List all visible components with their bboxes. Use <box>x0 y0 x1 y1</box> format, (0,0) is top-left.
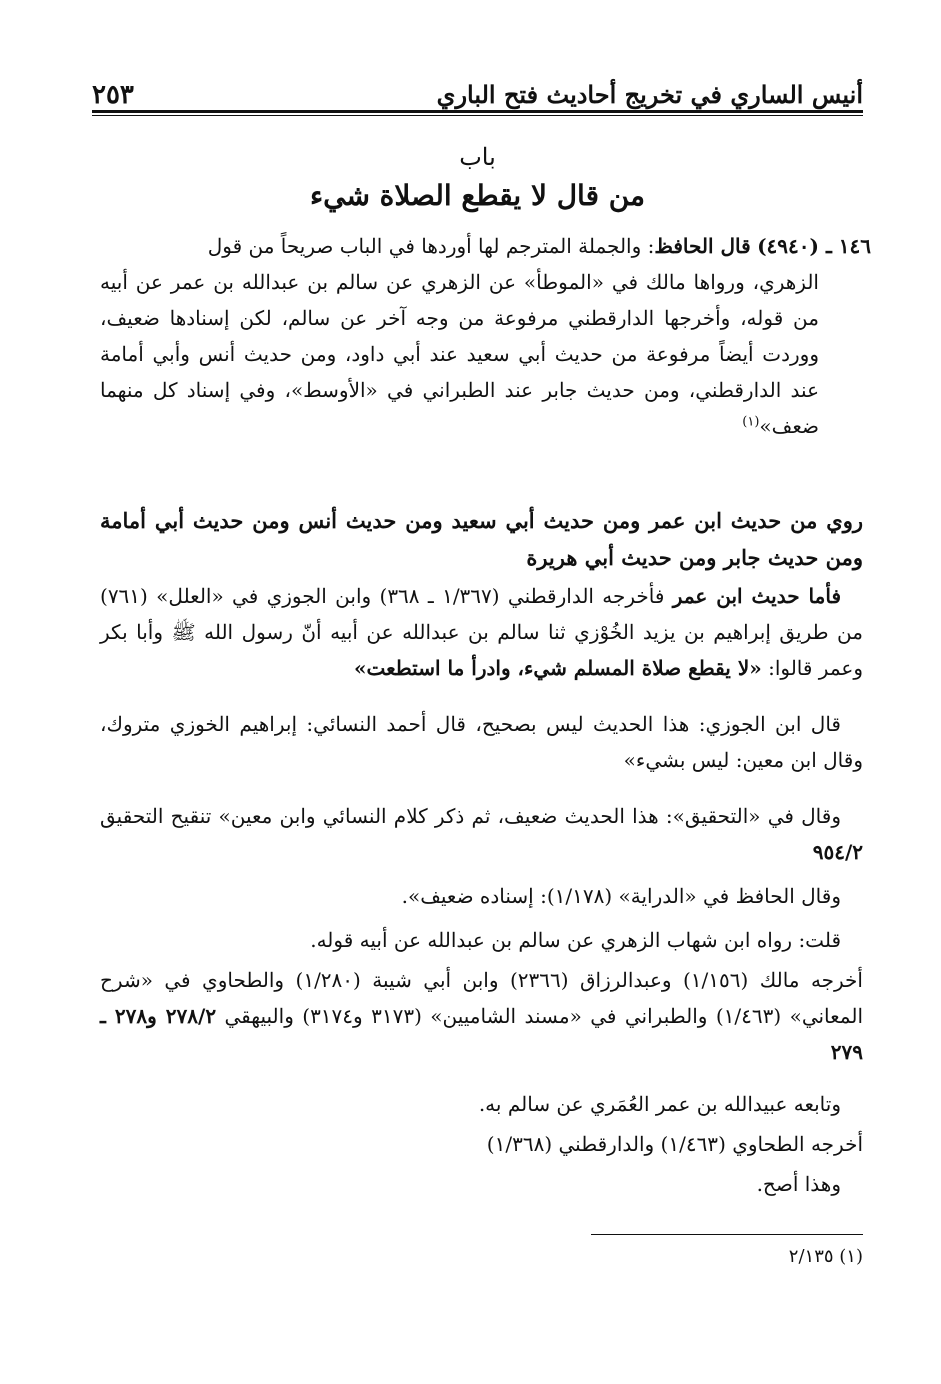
paragraph-mutabaah: وتابعه عبيدالله بن عمر العُمَري عن سالم به. <box>478 1092 841 1116</box>
reference: ٩٥٤/٢ <box>812 840 863 864</box>
paragraph-conclusion: وهذا أصح. <box>756 1172 841 1196</box>
paragraph-text: فأخرجه الدارقطني (١/٣٦٧ ـ ٣٦٨) وابن الجوزي في «العلل» (٧٦١) من طريق إبراهيم بن يزيد الخُوْزي ثنا سالم بن عبدالله عن أبيه أنّ رسول الله ﷺ وأبا بكر وعمر قالوا: <box>100 584 863 680</box>
paragraph-text: وقال في «التحقيق»: هذا الحديث ضعيف، ثم ذكر كلام النسائي وابن معين» تنقيح التحقيق <box>100 804 841 828</box>
paragraph-ibn-umar <box>100 578 863 686</box>
entry-speaker: قال الحافظ <box>654 234 751 258</box>
running-head <box>92 66 863 110</box>
entry-body <box>100 264 871 444</box>
paragraph-text: أخرجه مالك (١/١٥٦) وعبدالرزاق (٢٣٦٦) وابن أبي شيبة (١/٢٨٠) والطحاوي في «شرح المعاني» (١/٤٦٣) والطبراني في «مسند الشاميين» (٣١٧٣ و٣١٧٤) والبيهقي <box>100 968 864 1028</box>
chapter-heading <box>92 140 863 218</box>
entry-number: ١٤٦ ـ (٤٩٤٠) <box>757 234 871 258</box>
page-number: ٢٥٣ <box>92 80 134 110</box>
hadith-quote: «لا يقطع صلاة المسلم شيء، وادرأ ما استطعت» <box>353 656 762 680</box>
entry-146 <box>100 228 871 444</box>
running-title: أنيس الساري في تخريج أحاديث فتح الباري <box>436 80 863 109</box>
footnote-ref: (١) <box>742 414 760 430</box>
section-subheading: روي من حديث ابن عمر ومن حديث أبي سعيد ومن حديث أنس ومن حديث أبي أمامة ومن حديث جابر ومن حديث أبي هريرة <box>100 508 863 570</box>
footnote: (١) ٢/١٣٥ <box>788 1246 863 1267</box>
footnote-rule <box>591 1234 863 1235</box>
reference: ٢٧٨/٢ و٢٧٨ ـ ٢٧٩ <box>100 1004 863 1064</box>
paragraph-tahqiq <box>100 798 863 870</box>
entry-rest: الزهري، ورواها مالك في «الموطأ» عن الزهري عن سالم بن عبدالله بن عمر عن أبيه من قوله، وأخرجها الدارقطني مرفوعة من وجه آخر عن سالم، لكن إسنادها ضعيف، ووردت أيضاً مرفوعة من حديث أبي سعيد عند أبي داود، ومن حديث أنس وأبي أمامة عند الدارقطني، ومن حديث جابر عند الطبراني في «الأوسط»، وفي إسناد كل منهما ضعف» <box>100 270 819 438</box>
chapter-title: من قال لا يقطع الصلاة شيء <box>309 179 646 212</box>
paragraph-diraya: وقال الحافظ في «الدراية» (١/١٧٨): إسناده ضعيف». <box>401 884 841 908</box>
chapter-label: باب <box>459 143 496 171</box>
paragraph-takhrij <box>100 962 863 1070</box>
paragraph-qultu: قلت: رواه ابن شهاب الزهري عن سالم بن عبدالله عن أبيه قوله. <box>310 928 841 952</box>
entry-first-line <box>100 228 871 264</box>
header-rule <box>92 110 863 116</box>
paragraph-lead: فأما حديث ابن عمر <box>672 584 842 608</box>
paragraph-tahawi: أخرجه الطحاوي (١/٤٦٣) والدارقطني (١/٣٦٨) <box>486 1132 863 1156</box>
paragraph-ibn-jawzi: قال ابن الجوزي: هذا الحديث ليس بصحيح، قال أحمد النسائي: إبراهيم الخوزي متروك، وقال ابن معين: ليس بشيء» <box>100 712 863 772</box>
entry-line1: : والجملة المترجم لها أوردها في الباب صريحاً من قول <box>207 234 655 258</box>
